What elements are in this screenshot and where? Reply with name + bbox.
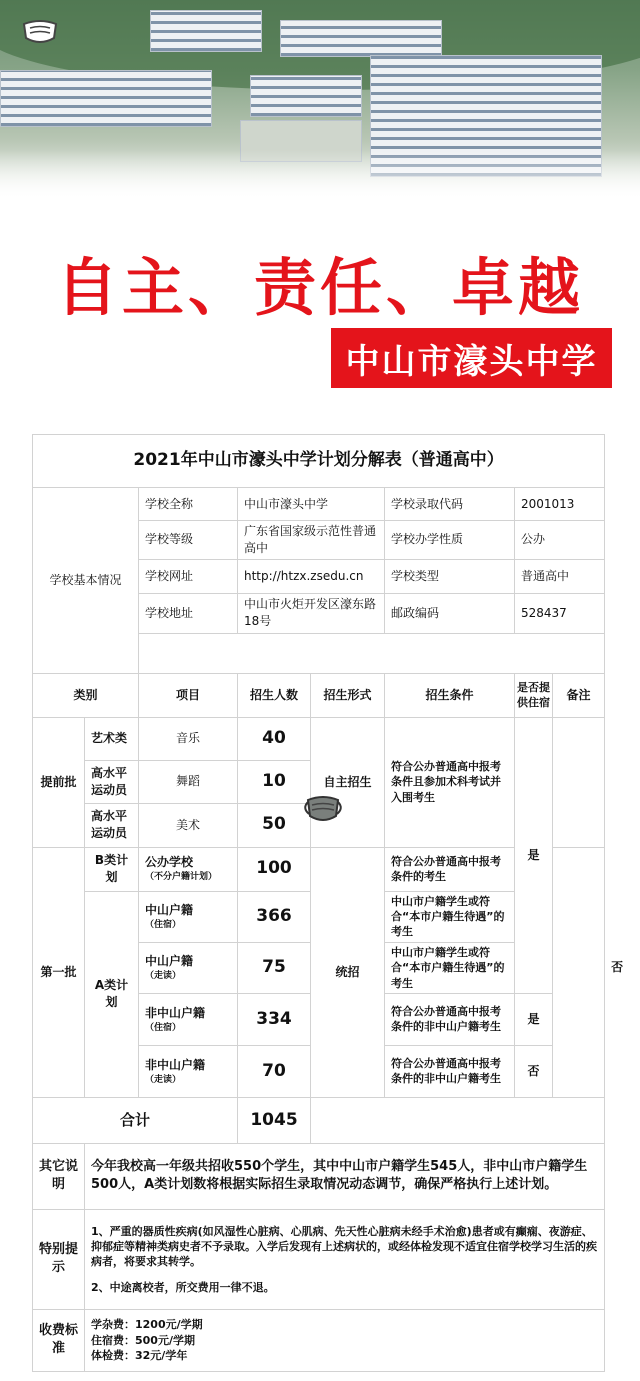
basic-label: 邮政编码 bbox=[385, 593, 515, 633]
basic-label: 学校网址 bbox=[139, 559, 238, 593]
early-batch-label: 提前批 bbox=[33, 717, 85, 847]
early-count: 50 bbox=[238, 803, 311, 847]
a-plan-item: 非中山户籍 bbox=[145, 1057, 206, 1072]
early-category: 高水平运动员 bbox=[85, 803, 139, 847]
a-plan-dorm: 是 bbox=[515, 993, 553, 1045]
header-count: 招生人数 bbox=[238, 673, 311, 717]
basic-value: 中山市火炬开发区濠东路18号 bbox=[238, 593, 385, 633]
a-plan-count: 70 bbox=[238, 1045, 311, 1097]
school-website[interactable]: http://htzx.zsedu.cn bbox=[238, 559, 385, 593]
a-plan-condition: 符合公办普通高中报考条件的非中山户籍考生 bbox=[385, 993, 515, 1045]
special-notice-line1: 1、严重的器质性疾病(如风湿性心脏病、心肌病、先天性心脏病未经手术治愈)患者或有癫痫、夜游症、抑郁症等精神类病史者不予录取。入学后发现有上述病状的，或经体检发现不适宜住宿学校学习生活的疾病者，将要求其转学。 bbox=[91, 1224, 597, 1269]
early-form: 自主招生 bbox=[311, 717, 385, 847]
header-form: 招生形式 bbox=[311, 673, 385, 717]
a-plan-label: A类计划 bbox=[85, 891, 139, 1097]
basic-value: 中山市濠头中学 bbox=[238, 488, 385, 521]
basic-label: 学校地址 bbox=[139, 593, 238, 633]
early-count: 10 bbox=[238, 760, 311, 803]
b-plan-condition: 符合公办普通高中报考条件的考生 bbox=[385, 847, 515, 891]
early-item: 舞蹈 bbox=[139, 760, 238, 803]
table-title: 2021年中山市濠头中学计划分解表（普通高中） bbox=[33, 435, 605, 488]
fee-line: 住宿费：500元/学期 bbox=[91, 1333, 195, 1347]
basic-value: 公办 bbox=[515, 521, 605, 560]
early-item: 音乐 bbox=[139, 717, 238, 760]
a-plan-count: 334 bbox=[238, 993, 311, 1045]
first-batch-label: 第一批 bbox=[33, 847, 85, 1097]
a-plan-item-sub: （走读） bbox=[145, 970, 182, 981]
special-notice-line2: 2、中途离校者，所交费用一律不退。 bbox=[91, 1280, 275, 1294]
total-label: 合计 bbox=[33, 1097, 238, 1143]
basic-label: 学校录取代码 bbox=[385, 488, 515, 521]
early-condition: 符合公办普通高中报考条件且参加术科考试并入围考生 bbox=[385, 717, 515, 847]
basic-value: 普通高中 bbox=[515, 559, 605, 593]
a-plan-item-sub: （走读） bbox=[145, 1074, 182, 1085]
b-plan-label: B类计划 bbox=[85, 847, 139, 891]
plan-table: 2021年中山市濠头中学计划分解表（普通高中） 学校基本情况 学校全称 中山市濠头中学 学校录取代码 2001013 学校等级 广东省国家级示范性普通高中 学校办学性质 公办 学校网址 http://htzx.zsedu.cn 学校类型 普通高中 学校地址 中山市火炬开发区濠东路18号 邮政编码 528437 类别 项目 招生人数 招生形式 招生条件 是否提供住宿 备注 提前批 艺术类 音乐 40 自主招生 符合公办普通高中报考条件且参加术科考试并入围考生 是 高水平运动员 舞蹈 10 高水平运动员 美术 50 第一批 B类计划 公办学校 （不分户籍计划） 100 统招 符合公办普通高中报考条件的考生 A类计划 中山户籍 （住宿） 366 中山市户籍学生或符合“本市户籍生待遇”的考生 中山户籍 （走读） 75 中山市户籍学生或符合“本市户籍生待遇”的考生 否 非中山户籍 （住宿） 334 符合公办普通高中报考条件的非中山户籍考生 是 非中山户籍 （走读） 70 符合公办普通高中报考条件的非中山户籍考生 否 合计 1045 其它说明 今年我校高一年级共招收550个学生，其中中山市户籍学生545人，非中山市户籍学生500人，A类计划数将根据实际招生录取情况动态调节，确保严格执行上述计划。 特别提示 1、严重的器质性疾病(如风湿性心脏病、心肌病、先天性心脏病未经手术治愈)患者或有癫痫、夜游症、抑郁症等精神类病史者不予录取。入学后发现有上述病状的，或经体检发现不适宜住宿学校学习生活的疾病者，将要求其转学。 2、中途离校者，所交费用一律不退。 收费标准 学杂费：1200元/学期 住宿费：500元/学期 体检费：32元/学年 bbox=[32, 434, 605, 1372]
campus-photo bbox=[0, 0, 640, 200]
early-item: 美术 bbox=[139, 803, 238, 847]
a-plan-condition: 中山市户籍学生或符合“本市户籍生待遇”的考生 bbox=[385, 891, 515, 942]
header-dorm: 是否提供住宿 bbox=[515, 673, 553, 717]
b-plan-item-sub: （不分户籍计划） bbox=[145, 872, 218, 883]
early-count: 40 bbox=[238, 717, 311, 760]
basic-value: 广东省国家级示范性普通高中 bbox=[238, 521, 385, 560]
fee-line: 体检费：32元/学年 bbox=[91, 1349, 188, 1363]
basic-value: 2001013 bbox=[515, 488, 605, 521]
header-item: 项目 bbox=[139, 673, 238, 717]
a-plan-item: 中山户籍 bbox=[145, 954, 194, 969]
b-plan-item: 公办学校 bbox=[145, 855, 194, 870]
early-remark bbox=[553, 717, 605, 847]
a-plan-condition: 符合公办普通高中报考条件的非中山户籍考生 bbox=[385, 1045, 515, 1097]
total-empty bbox=[311, 1097, 605, 1143]
basic-label: 学校办学性质 bbox=[385, 521, 515, 560]
slogan: 自主、责任、卓越 bbox=[55, 251, 584, 324]
mask-icon bbox=[20, 16, 60, 48]
early-category: 高水平运动员 bbox=[85, 760, 139, 803]
basic-label: 学校类型 bbox=[385, 559, 515, 593]
a-plan-item-sub: （住宿） bbox=[145, 1022, 182, 1033]
header-condition: 招生条件 bbox=[385, 673, 515, 717]
a-plan-dorm: 否 bbox=[515, 1045, 553, 1097]
total-value: 1045 bbox=[238, 1097, 311, 1143]
a-plan-condition: 中山市户籍学生或符合“本市户籍生待遇”的考生 bbox=[385, 942, 515, 993]
other-notes-text: 今年我校高一年级共招收550个学生，其中中山市户籍学生545人，非中山市户籍学生500人，A类计划数将根据实际招生录取情况动态调节，确保严格执行上述计划。 bbox=[85, 1143, 605, 1209]
a-plan-count: 366 bbox=[238, 891, 311, 942]
header-category: 类别 bbox=[33, 673, 139, 717]
dorm-yes: 是 bbox=[515, 717, 553, 993]
a-plan-item: 中山户籍 bbox=[145, 902, 194, 917]
header-remark: 备注 bbox=[553, 673, 605, 717]
other-notes-label: 其它说明 bbox=[33, 1143, 85, 1209]
first-form: 统招 bbox=[311, 847, 385, 1097]
early-category: 艺术类 bbox=[85, 717, 139, 760]
a-plan-item-sub: （住宿） bbox=[145, 919, 182, 930]
b-plan-count: 100 bbox=[238, 847, 311, 891]
basic-info-label: 学校基本情况 bbox=[33, 488, 139, 674]
first-remark bbox=[553, 847, 605, 1097]
empty-row bbox=[139, 633, 605, 673]
basic-value: 528437 bbox=[515, 593, 605, 633]
a-plan-count: 75 bbox=[238, 942, 311, 993]
basic-label: 学校等级 bbox=[139, 521, 238, 560]
fees-label: 收费标准 bbox=[33, 1309, 85, 1371]
a-plan-item: 非中山户籍 bbox=[145, 1005, 206, 1020]
basic-label: 学校全称 bbox=[139, 488, 238, 521]
school-name-banner: 中山市濠头中学 bbox=[331, 328, 612, 388]
fee-line: 学杂费：1200元/学期 bbox=[91, 1318, 203, 1332]
mask-icon bbox=[300, 790, 346, 828]
special-notice-label: 特别提示 bbox=[33, 1209, 85, 1309]
